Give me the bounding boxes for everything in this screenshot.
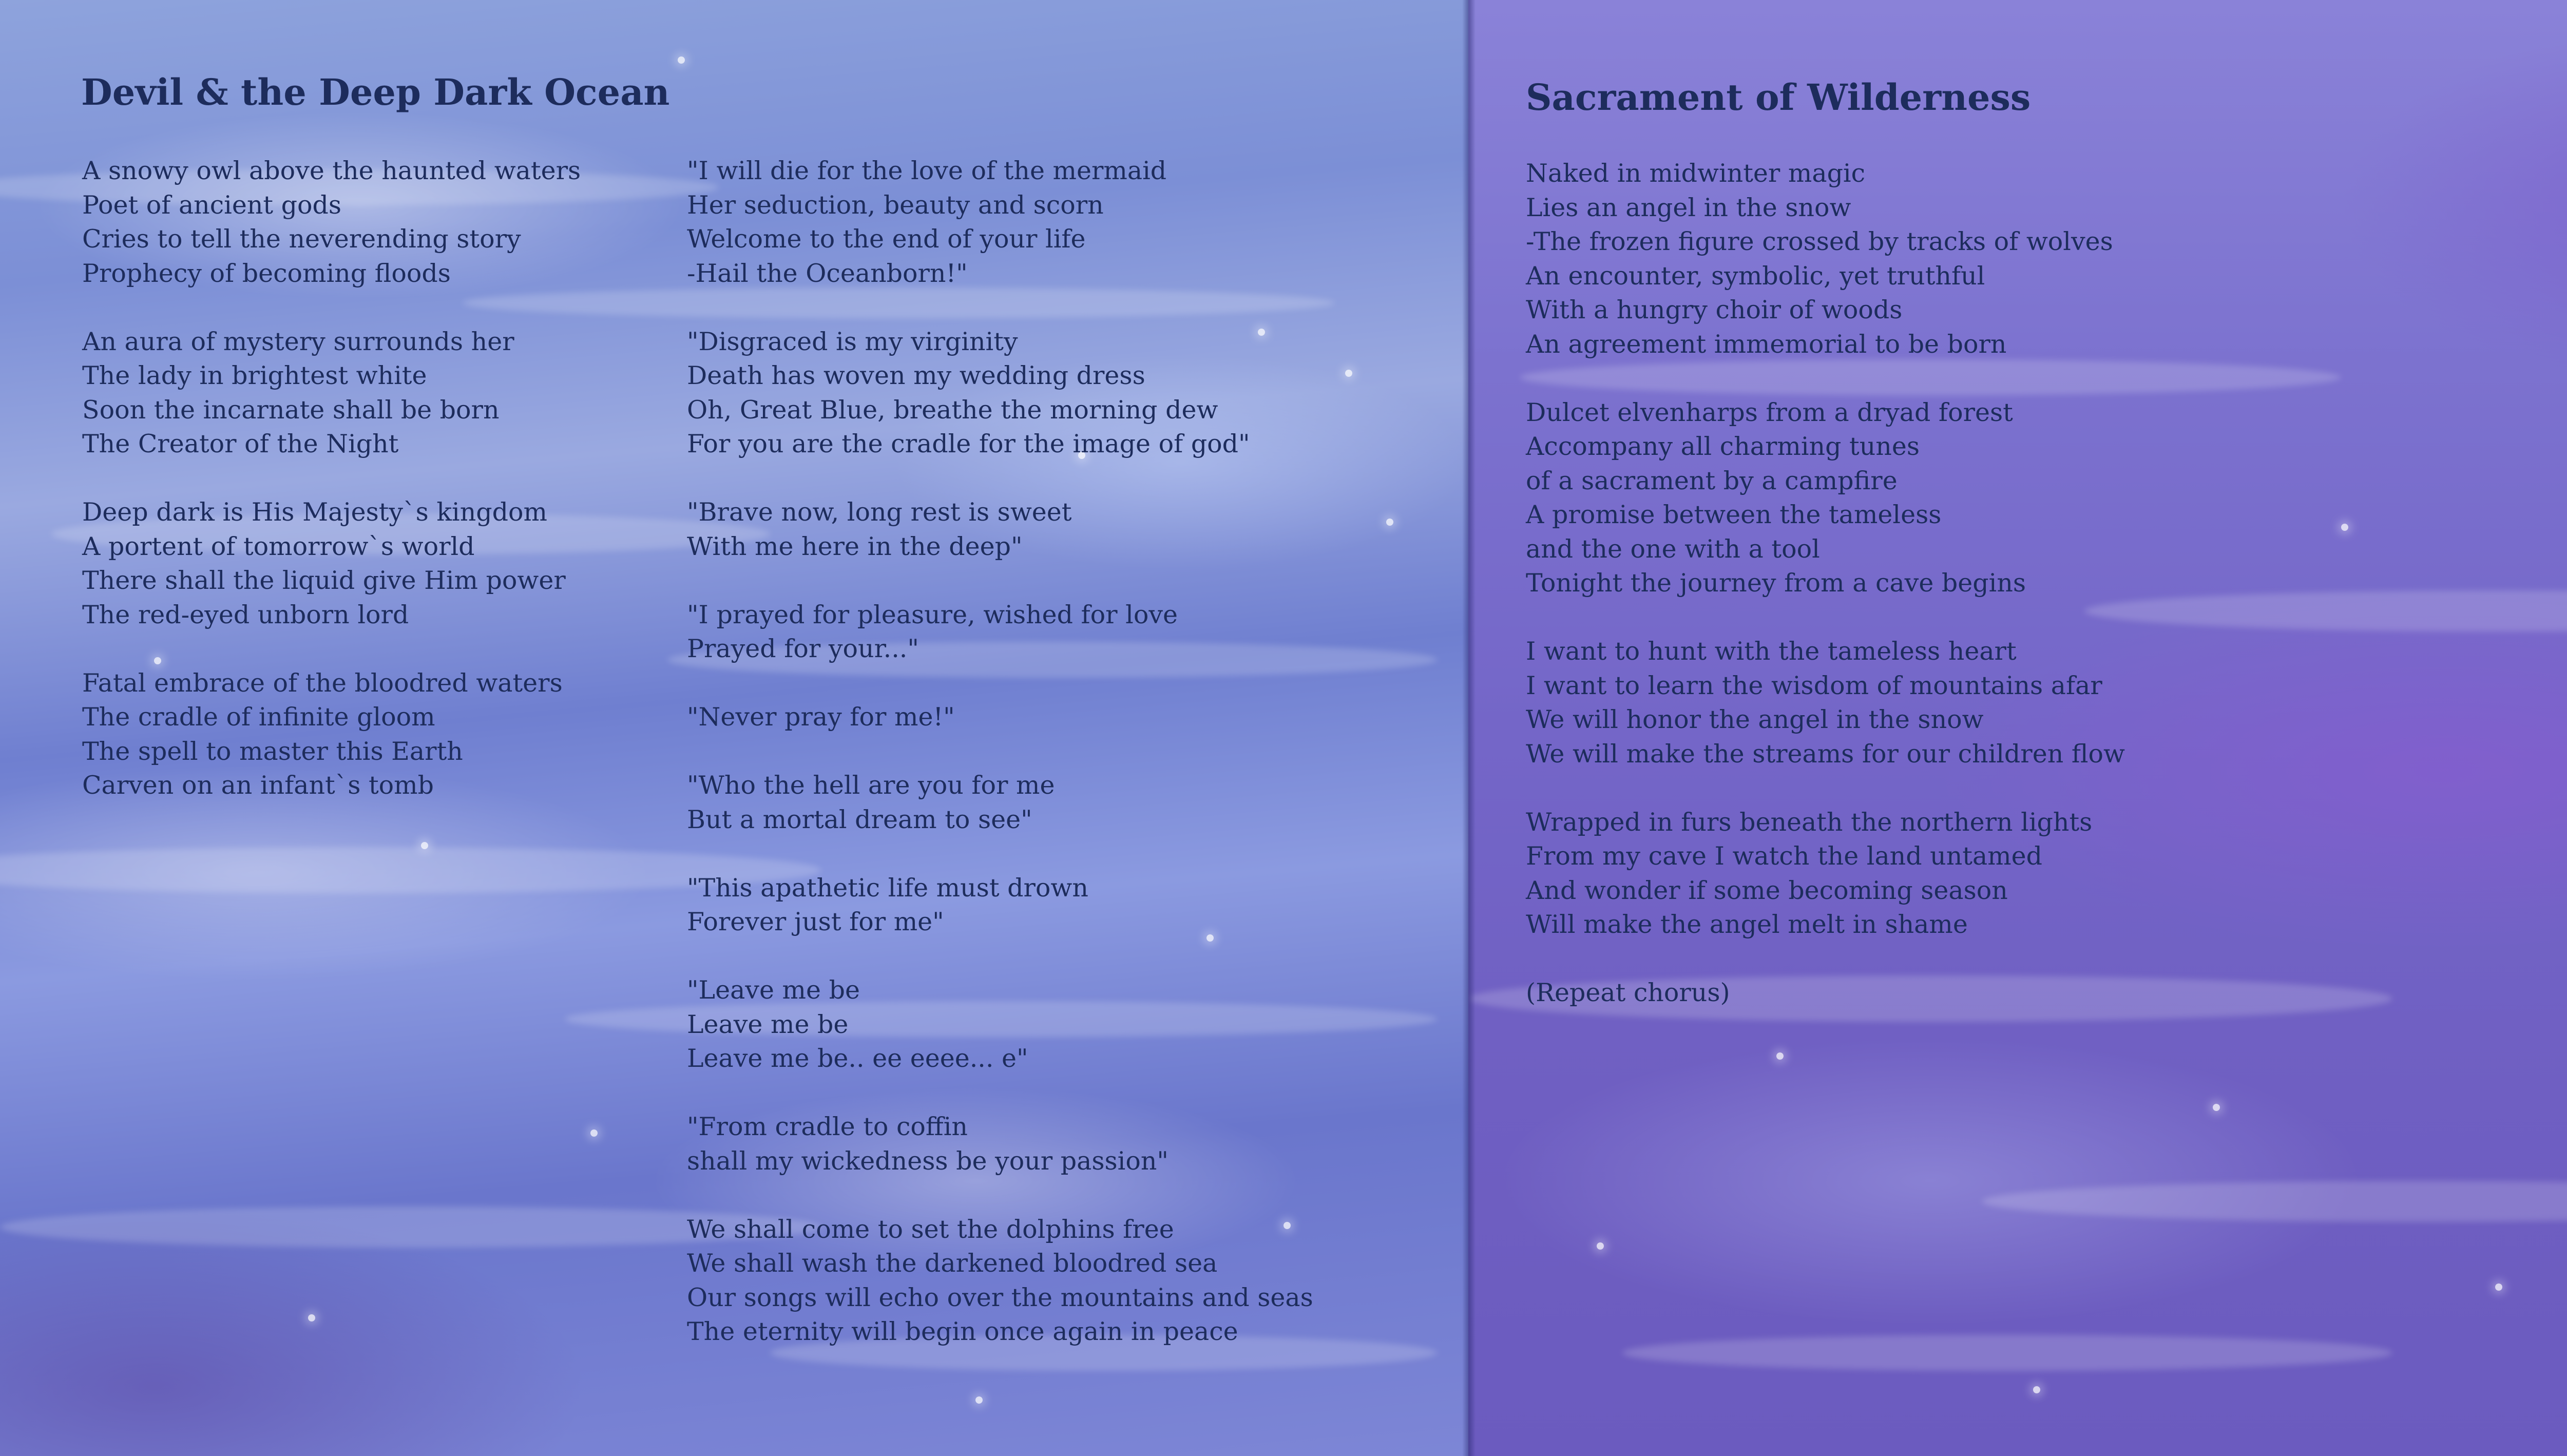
lyric-line: "I will die for the love of the mermaid xyxy=(687,156,1167,185)
lyric-line: Naked in midwinter magic xyxy=(1526,159,1866,188)
lyric-line: The cradle of infinite gloom xyxy=(82,702,435,732)
water-streak xyxy=(1982,1181,2567,1222)
stanza xyxy=(1526,976,2125,1010)
lyric-line: "From cradle to coffin xyxy=(687,1112,968,1141)
lyric-line: From my cave I watch the land untamed xyxy=(1526,841,2043,871)
lyric-line: Her seduction, beauty and scorn xyxy=(687,190,1104,220)
lyric-line: I want to hunt with the tameless heart xyxy=(1526,637,2017,666)
lyric-line: The eternity will begin once again in peace xyxy=(687,1317,1238,1346)
stanza xyxy=(82,154,581,291)
song-title: Devil & the Deep Dark Ocean xyxy=(81,71,670,113)
lyric-line: Fatal embrace of the bloodred waters xyxy=(82,668,563,698)
lyric-line: Poet of ancient gods xyxy=(82,190,342,220)
lyric-line: "This apathetic life must drown xyxy=(687,873,1088,903)
stanza xyxy=(82,666,581,803)
sparkle xyxy=(2033,1386,2040,1393)
stanza xyxy=(687,325,1313,462)
stanza xyxy=(687,973,1313,1076)
lyric-line: The Creator of the Night xyxy=(82,429,399,458)
lyric-line: Will make the angel melt in shame xyxy=(1526,910,1968,939)
lyric-line: We shall come to set the dolphins free xyxy=(687,1214,1174,1244)
stanza xyxy=(1526,157,2125,361)
lyric-line: and the one with a tool xyxy=(1526,534,1820,564)
lyric-line: Tonight the journey from a cave begins xyxy=(1526,568,2026,598)
lyric-line: -The frozen figure crossed by tracks of wolves xyxy=(1526,227,2113,256)
song-title: Sacrament of Wilderness xyxy=(1526,76,2031,119)
sparkle xyxy=(2213,1104,2220,1111)
sparkle xyxy=(1597,1242,1604,1250)
lyric-line: Carven on an infant`s tomb xyxy=(82,771,434,800)
lyric-line: A portent of tomorrow`s world xyxy=(82,531,475,561)
lyric-line: Accompany all charming tunes xyxy=(1526,432,1920,461)
lyric-line: "Disgraced is my virginity xyxy=(687,327,1018,356)
sparkle xyxy=(590,1129,598,1137)
lyric-line: -Hail the Oceanborn!" xyxy=(687,258,968,288)
lyric-line: Prayed for your..." xyxy=(687,634,919,663)
lyric-line: Forever just for me" xyxy=(687,907,944,936)
water-streak xyxy=(2084,590,2567,631)
lyric-line: "Brave now, long rest is sweet xyxy=(687,497,1072,527)
stanza xyxy=(82,495,581,632)
stanza xyxy=(687,1110,1313,1178)
lyric-line: A promise between the tameless xyxy=(1526,500,1942,529)
lyric-line: Leave me be.. ee eeee... e" xyxy=(687,1044,1028,1073)
stanza xyxy=(1526,396,2125,601)
stanza xyxy=(687,495,1313,564)
lyric-line: Deep dark is His Majesty`s kingdom xyxy=(82,497,547,527)
lyric-line: Lies an angel in the snow xyxy=(1526,193,1851,222)
lyric-line: Prophecy of becoming floods xyxy=(82,258,451,288)
lyric-line: For you are the cradle for the image of god" xyxy=(687,429,1250,458)
stanza xyxy=(687,154,1313,291)
lyric-line: Death has woven my wedding dress xyxy=(687,361,1145,390)
lyric-line: I want to learn the wisdom of mountains afar xyxy=(1526,670,2102,700)
stanza xyxy=(82,325,581,462)
lyric-line: "Leave me be xyxy=(687,975,860,1005)
lyric-line: (Repeat chorus) xyxy=(1526,978,1730,1007)
lyrics-column xyxy=(1526,157,2125,1044)
stanza xyxy=(687,1213,1313,1349)
sparkle xyxy=(678,56,685,64)
sparkle xyxy=(421,842,428,849)
lyric-line: An aura of mystery surrounds her xyxy=(82,327,514,356)
lyric-line: Wrapped in furs beneath the northern lights xyxy=(1526,807,2093,837)
lyric-line: The lady in brightest white xyxy=(82,361,427,390)
lyrics-column-2 xyxy=(687,154,1313,1383)
stanza xyxy=(1526,806,2125,942)
lyric-line: "I prayed for pleasure, wished for love xyxy=(687,600,1178,629)
lyric-line: With a hungry choir of woods xyxy=(1526,295,1903,324)
stanza xyxy=(1526,635,2125,771)
lyric-line: Our songs will echo over the mountains and seas xyxy=(687,1282,1313,1312)
lyric-line: A snowy owl above the haunted waters xyxy=(82,156,581,185)
right-page xyxy=(1468,0,2567,1456)
stanza xyxy=(687,700,1313,735)
lyric-line: We will honor the angel in the snow xyxy=(1526,705,1984,734)
lyric-line: "Who the hell are you for me xyxy=(687,771,1055,800)
stanza xyxy=(687,769,1313,837)
lyric-line: Oh, Great Blue, breathe the morning dew xyxy=(687,395,1218,425)
lyric-line: The spell to master this Earth xyxy=(82,736,463,766)
stanza xyxy=(687,598,1313,666)
lyric-line: Cries to tell the neverending story xyxy=(82,224,521,254)
sparkle xyxy=(1345,370,1352,377)
sparkle xyxy=(2341,524,2348,531)
lyric-line: An agreement immemorial to be born xyxy=(1526,329,2007,359)
lyric-line: There shall the liquid give Him power xyxy=(82,566,566,595)
lyrics-column-1 xyxy=(82,154,581,837)
lyric-line: Leave me be xyxy=(687,1009,849,1039)
sparkle xyxy=(975,1396,983,1404)
lyric-line: With me here in the deep" xyxy=(687,531,1023,561)
lyric-line: Welcome to the end of your life xyxy=(687,224,1086,254)
booklet-spine xyxy=(1462,0,1476,1456)
lyric-line: The red-eyed unborn lord xyxy=(82,600,409,629)
sparkle xyxy=(308,1314,315,1321)
lyric-line: "Never pray for me!" xyxy=(687,702,955,732)
sparkle xyxy=(1386,519,1393,526)
lyric-line: shall my wickedness be your passion" xyxy=(687,1146,1168,1176)
water-streak xyxy=(1622,1335,2392,1371)
sparkle xyxy=(1776,1052,1784,1060)
lyric-line: But a mortal dream to see" xyxy=(687,804,1032,834)
stanza xyxy=(687,871,1313,940)
sparkle xyxy=(2495,1283,2502,1291)
lyric-line: And wonder if some becoming season xyxy=(1526,875,2008,905)
lyric-line: An encounter, symbolic, yet truthful xyxy=(1526,261,1985,291)
lyric-line: Soon the incarnate shall be born xyxy=(82,395,500,425)
lyric-line: Dulcet elvenharps from a dryad forest xyxy=(1526,397,2013,427)
lyric-line: We will make the streams for our children flow xyxy=(1526,739,2125,769)
lyric-line: of a sacrament by a campfire xyxy=(1526,466,1898,495)
lyric-line: We shall wash the darkened bloodred sea xyxy=(687,1249,1218,1278)
